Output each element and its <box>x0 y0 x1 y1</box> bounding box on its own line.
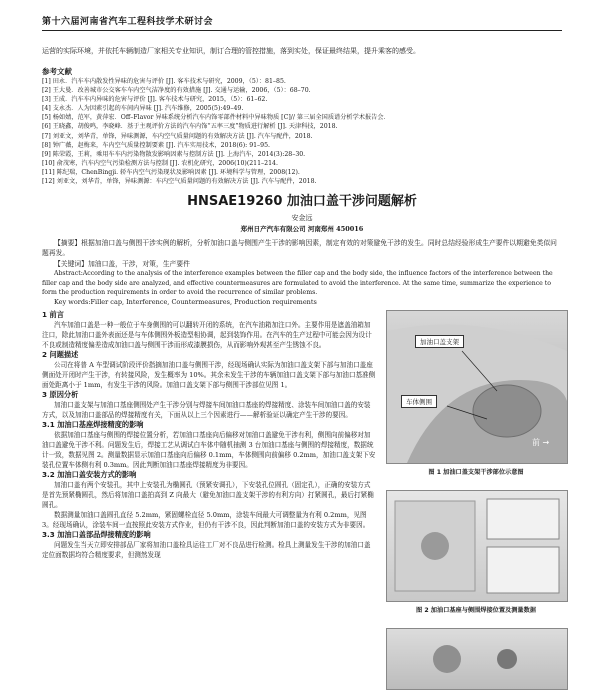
references-list <box>42 77 562 186</box>
article-author: 安金远 <box>291 214 313 222</box>
conference-header: 第十六届河南省汽车工程科技学术研讨会 <box>42 17 214 27</box>
section-paragraph: 问题发生当天立即安排部品厂家将加油口盖检具运往工厂对不良品进行检测。检具上测量发生干涉的加油口盖定位面数据均符合精度要求，但测然发现 <box>42 541 371 559</box>
section-paragraph: 数据测量加油口盖圆孔直径 5.2mm，紧固螺栓直径 5.0mm，涂装车间最大可调整量为有利 0.2mm，见图 3。经现场确认，涂装车间一直按照此安装方式作业，但仍有干涉不良，因此判断加油口盖的安装方式为非要因。 <box>42 511 370 529</box>
body-column <box>42 310 377 560</box>
reference-item: [3] 王成．汽车车内异味的危害与评价 [J]. 客车技术与研究，2015，（5）：61–62. <box>42 96 268 104</box>
intro-paragraph: 运营的实际环境，并依托车辆制造厂家相关专业知识，制订合理的管控措施，落到实处，保证最终结果，提升乘客的感受。 <box>42 47 420 55</box>
measurement-illustration <box>387 491 567 601</box>
section-heading: 3.3 加油口盖部品焊接精度的影响 <box>42 530 151 539</box>
section-paragraph: 公司在将普 A 车型调试阶段评价指摘加油口盖与侧围干涉，经现场确认实际为加油口盖支架下部与加油口盖座侧面处开闭时产生干涉，有转接风险，发生概率为 10%。其余未发生干涉的车辆加油口盖支架下部与加油口基准侧面处距离小于 1mm，有发生干涉的风险。加油口盖支架下部与侧围干涉部位见图 1。 <box>42 361 376 389</box>
figures-column <box>386 310 566 690</box>
article-title: HNSAE19260 加油口盖干涉问题解析 <box>187 194 417 209</box>
reference-item: [2] 王大曼．改善城市公交客车车内空气洁净度的有效措施 [J]. 交通与运输，2006，（5）：68–70. <box>42 87 311 95</box>
figure-3-photo <box>386 628 568 690</box>
section-paragraph: 加油口盖有两个安装孔，其中上安装孔为椭圆孔（预紧安调孔），下安装孔位圆孔（固定孔），正确的安装方式是首先预紧椭圆孔，然后将加油口盖拍高到 Z 向最大（避免加油口盖支架干涉的有利方向）打紧圆孔，最后打紧椭圆孔。 <box>42 481 374 509</box>
reference-item: [9] 陈荣霞，王莉，乘用车车内污染物散发影响因素与控制方法 [J]. 上海汽车，2014(3):28–30. <box>42 150 306 158</box>
section-heading: 1 前言 <box>42 310 64 319</box>
section-paragraph: 加油口盖支架与加油口基座侧围处产生干涉分别与焊接车间加油口基座的焊接精度、涂装车间加油口盖的安装方式，以及加油口盖部品的焊接精度有关，下面从以上三个因素进行——解析验证以确定产生干涉的要因。 <box>42 401 371 419</box>
reference-item: [5] 杨如婧，范军，黄萍宏．Off–Flavor 异味系统分析汽车内饰零部件材料中异味物质 [C]// 第三届全国质谱分析学术报告会． <box>42 114 390 122</box>
arrow-right-icon: → <box>542 438 550 447</box>
figure-2-caption: 图 2 加油口基座与侧围焊接位置及测量数据 <box>416 607 536 614</box>
reference-item: [12] 刘亚文，刘华青，单锋，异味测源：车内空气质量问题的有效解决方法 [J]. 汽车与配件，2018. <box>42 178 317 186</box>
reference-item: [11] 陈纪瑞，ChenBingji. 轿车内空气污染现状及影响因素 [J]. 环境科学与管理，2008(12). <box>42 168 300 176</box>
fig1-label-body-side: 车体侧围 <box>401 395 437 408</box>
section-paragraph: 汽车加油口盖是一种一般位于车身侧围的可以翻转开闭的系统，在汽车油箱加注口外。主要作用是遮盖油箱加注口，除此加油口盖外表面还是与车体侧围外板造型相协调，起到装饰作用。在汽车的生产过程中可能会因为设计不良或制造精度偏差造成加油口盖与侧围干涉而形成漆膜损伤，从而影响外观甚至产生锈蚀不良。 <box>42 321 372 349</box>
section-heading: 3 原因分析 <box>42 390 79 399</box>
front-label: 前 <box>532 438 540 447</box>
figure-1-photo <box>386 310 568 464</box>
reference-item: [1] 田永．汽车车内散发性异味的危害与评价 [J]. 客车技术与研究，2009，（5）：81–85. <box>42 78 286 85</box>
reference-item: [7] 刘亚文，刘华青，单锋，异味测源，车内空气质量问题的有效解决方法 [J]. 汽车与配件，2018. <box>42 132 313 140</box>
fig1-front-arrow <box>532 437 549 448</box>
fig1-label-cap-bracket: 加油口盖支架 <box>415 335 464 348</box>
header-rule <box>42 30 562 31</box>
reference-item: [8] 钟广薇，赵梅来，车内空气质量控制要素 [J]. 汽车实用技术，2018(6): 91–95. <box>42 141 270 149</box>
section-heading: 3.1 加油口基座焊接精度的影响 <box>42 420 144 429</box>
figure-2-photo <box>386 490 568 602</box>
keywords-cn: 【关键词】加油口盖，干涉，对策，生产要件 <box>54 260 190 268</box>
mounting-hole-illustration <box>387 629 567 689</box>
section-heading: 3.2 加油口盖安装方式的影响 <box>42 470 137 479</box>
reference-item: [10] 俞茂寒，汽车内空气污染检测方法与控制 [J]. 农机化研究，2006(10)(211–214. <box>42 159 278 167</box>
keywords-en: Key words:Filler cap, Interference, Countermeasures, Production requirements <box>54 298 317 306</box>
section-paragraph: 依据加油口基座与侧围的焊接位置分析，若加油口基座向后偏移对加油口盖避免干涉有利，侧围向前偏移对加油口盖避免干涉不利。问题发生后，焊接工艺从调试白车体中随机抽测 3 台加油口基座与侧围的焊接精度，数据统计一致，数据见图 2。测量数据显示加油口基座向后偏移 0.1mm，车体侧围向前偏移 0.2mm，加油口盖支架下安装孔位置车体侧有利 0.3mm。因此判断加油口基座焊接精度为非要因。 <box>42 431 376 469</box>
figure-1-caption: 图 1 加油口盖支架干涉部位示意图 <box>428 469 524 476</box>
references-heading: 参考文献 <box>42 67 72 76</box>
abstract-cn: 【摘要】根据加油口盖与侧围干涉实例的解析，分析加油口盖与侧围产生干涉的影响因素，制定有效的对策避免干涉的发生。同时总结经验形成生产要件以期避免类似问题再发。 <box>42 239 557 257</box>
reference-item: [6] 王晓鑫，胡俊鸣，李晓峰．基于主观评价方法的汽车内饰“五率三度”物质进行解析 [J]. 天津科技，2018. <box>42 123 338 131</box>
section-heading: 2 问题描述 <box>42 350 79 359</box>
abstract-en: Abstract:According to the analysis of the interference examples between the filler cap and the body side, the influence factors of the interference between the filler cap and the body side are analyzed, and effective countermeasures are formulated to avoid the interference. At the same time, summarize the experience to form the production requirements in order to avoid the recurrence of similar problems. <box>42 270 553 296</box>
reference-item: [4] 支永杰．人为因素引起的车间内异味 [J]. 汽车维修，2005(5):49–49. <box>42 105 244 113</box>
article-affiliation: 郑州日产汽车有限公司 河南郑州 450016 <box>240 225 364 233</box>
